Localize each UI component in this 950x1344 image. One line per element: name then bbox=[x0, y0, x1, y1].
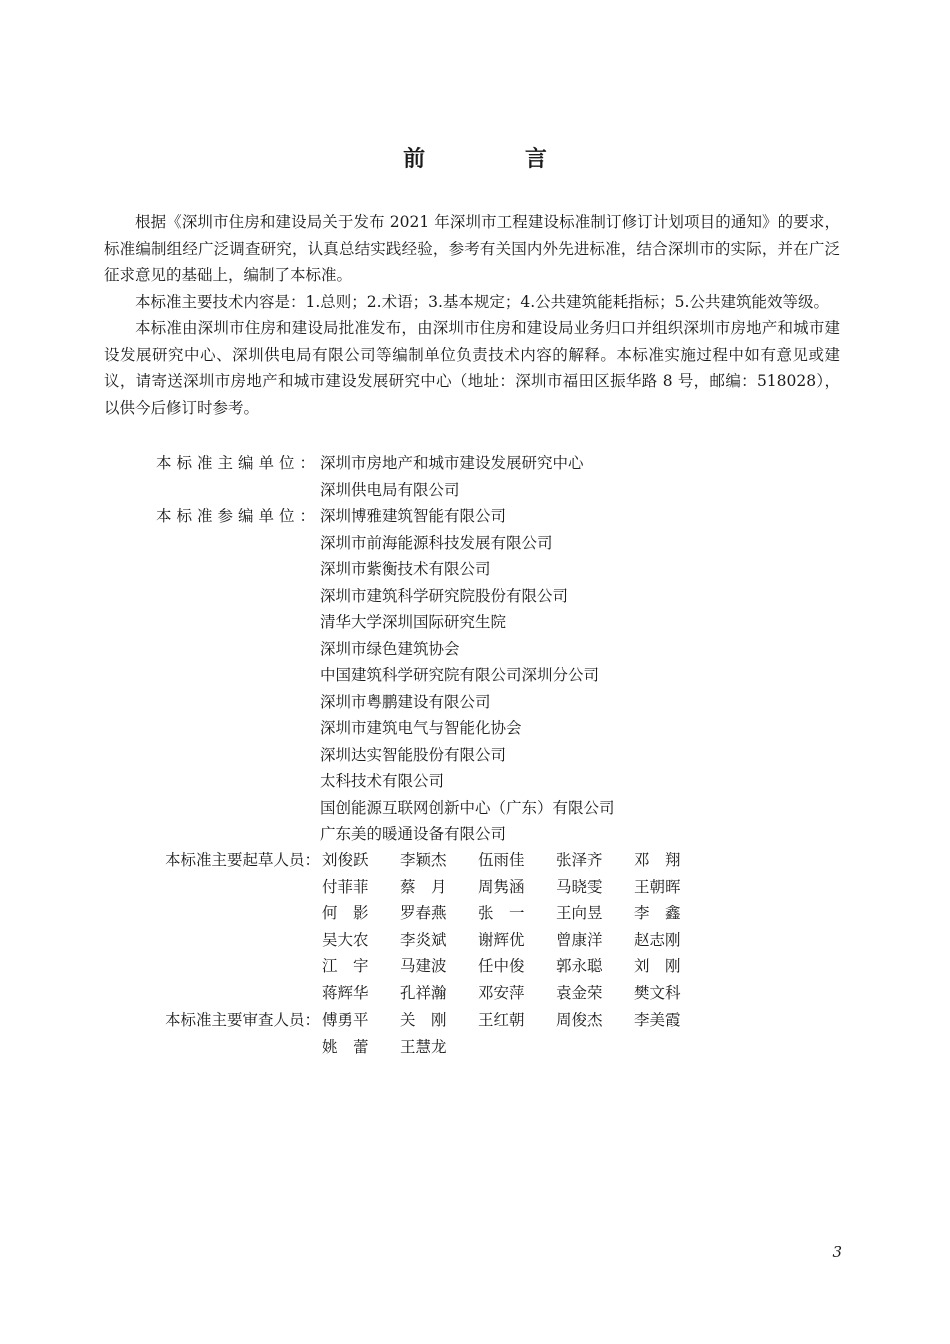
participating-unit: 深圳市建筑电气与智能化协会 bbox=[320, 719, 522, 737]
chief-unit: 深圳供电局有限公司 bbox=[320, 480, 460, 499]
participating-unit: 国创能源互联网创新中心（广东）有限公司 bbox=[320, 798, 615, 817]
person-name: 王慧龙 bbox=[400, 1037, 447, 1056]
drafters-row bbox=[322, 927, 742, 954]
participating-unit: 深圳市前海能源科技发展有限公司 bbox=[320, 533, 553, 552]
participating-unit-row bbox=[104, 821, 840, 848]
participating-unit-row bbox=[104, 530, 840, 557]
participating-unit-row bbox=[104, 556, 840, 583]
drafters-list bbox=[322, 847, 742, 1006]
person-name: 付菲菲 bbox=[322, 877, 369, 896]
person-name: 王红朝 bbox=[478, 1011, 525, 1029]
page-number: 3 bbox=[832, 1243, 842, 1261]
participating-unit-row bbox=[104, 795, 840, 822]
reviewers-row bbox=[322, 1034, 742, 1061]
person-name: 关 刚 bbox=[400, 1011, 447, 1029]
person-name: 伍雨佳 bbox=[478, 851, 525, 869]
participating-unit: 深圳博雅建筑智能有限公司 bbox=[320, 507, 507, 525]
person-name: 李美霞 bbox=[634, 1011, 681, 1029]
participating-unit-row bbox=[104, 715, 840, 742]
person-name: 邓安萍 bbox=[478, 983, 525, 1002]
person-name: 周隽涵 bbox=[478, 877, 525, 896]
person-name: 邓 翔 bbox=[634, 851, 681, 869]
reviewers-list bbox=[322, 1007, 742, 1060]
reviewers-row bbox=[322, 1007, 742, 1034]
person-name: 谢辉优 bbox=[478, 930, 525, 949]
person-name: 何 影 bbox=[322, 904, 369, 922]
preface-body bbox=[104, 209, 840, 421]
person-name: 李 鑫 bbox=[634, 904, 681, 922]
drafters-label: 本标准主要起草人员： bbox=[164, 851, 320, 869]
participating-unit-row bbox=[104, 583, 840, 610]
person-name: 吴大农 bbox=[322, 930, 369, 949]
chief-unit: 深圳市房地产和城市建设发展研究中心 bbox=[320, 454, 584, 472]
participating-unit: 太科技术有限公司 bbox=[320, 772, 445, 790]
reviewers-label: 本标准主要审查人员： bbox=[164, 1011, 320, 1029]
person-name: 周俊杰 bbox=[556, 1011, 603, 1029]
participating-unit: 中国建筑科学研究院有限公司深圳分公司 bbox=[320, 666, 600, 684]
participating-unit-row bbox=[104, 609, 840, 636]
participating-unit: 深圳市建筑科学研究院股份有限公司 bbox=[320, 586, 569, 605]
drafters-row bbox=[322, 847, 742, 874]
person-name: 王向昱 bbox=[556, 904, 603, 922]
person-name: 刘 刚 bbox=[634, 957, 681, 975]
person-name: 曾康洋 bbox=[556, 930, 603, 949]
person-name: 樊文科 bbox=[634, 983, 681, 1002]
person-name: 姚 蕾 bbox=[322, 1037, 369, 1056]
person-name: 李炎斌 bbox=[400, 930, 447, 949]
person-name: 马晓雯 bbox=[556, 877, 603, 896]
participating-units-label: 本标准参编单位： bbox=[155, 507, 320, 525]
person-name: 蒋辉华 bbox=[322, 983, 369, 1002]
person-name: 赵志刚 bbox=[634, 930, 681, 949]
person-name: 蔡 月 bbox=[400, 877, 447, 896]
participating-unit: 深圳市绿色建筑协会 bbox=[320, 639, 460, 658]
person-name: 李颖杰 bbox=[400, 851, 447, 869]
participating-unit: 广东美的暖通设备有限公司 bbox=[320, 825, 507, 843]
chief-unit-row bbox=[104, 477, 840, 504]
chief-unit-row bbox=[104, 450, 840, 477]
participating-unit-row bbox=[104, 662, 840, 689]
drafters-row bbox=[322, 953, 742, 980]
person-name: 张泽齐 bbox=[556, 851, 603, 869]
participating-unit-row bbox=[104, 742, 840, 769]
paragraph-1: 根据《深圳市住房和建设局关于发布 2021 年深圳市工程建设标准制订修订计划项目的通知》的要求，标准编制组经广泛调查研究，认真总结实践经验，参考有关国内外先进标准，结合深圳市的实际，并在广泛征求意见的基础上，编制了本标准。 bbox=[104, 213, 840, 284]
participating-unit: 深圳市粤鹏建设有限公司 bbox=[320, 692, 491, 711]
page-title: 前 言 bbox=[403, 147, 593, 172]
person-name: 江 宇 bbox=[322, 957, 369, 975]
person-name: 张 一 bbox=[478, 904, 525, 922]
person-name: 任中俊 bbox=[478, 957, 525, 975]
person-name: 刘俊跃 bbox=[322, 851, 369, 869]
person-name: 袁金荣 bbox=[556, 983, 603, 1002]
participating-unit-row bbox=[104, 768, 840, 795]
person-name: 罗春燕 bbox=[400, 904, 447, 922]
person-name: 孔祥瀚 bbox=[400, 983, 447, 1002]
paragraph-3: 本标准由深圳市住房和建设局批准发布，由深圳市住房和建设局业务归口并组织深圳市房地产和城市建设发展研究中心、深圳供电局有限公司等编制单位负责技术内容的解释。本标准实施过程中如有意见或建议，请寄送深圳市房地产和城市建设发展研究中心（地址：深圳市福田区振华路 8 号，邮编：518028），以供今后修订时参考。 bbox=[104, 319, 840, 417]
participating-unit: 深圳市紫衡技术有限公司 bbox=[320, 560, 491, 578]
participating-unit-row bbox=[104, 503, 840, 530]
person-name: 王朝晖 bbox=[634, 877, 681, 896]
chief-units-label: 本标准主编单位： bbox=[155, 454, 320, 472]
drafters-row bbox=[322, 900, 742, 927]
person-name: 傅勇平 bbox=[322, 1011, 369, 1029]
participating-unit: 清华大学深圳国际研究生院 bbox=[320, 613, 507, 631]
participating-unit-row bbox=[104, 636, 840, 663]
drafters-row bbox=[322, 980, 742, 1007]
person-name: 马建波 bbox=[400, 957, 447, 975]
participating-unit-row bbox=[104, 689, 840, 716]
person-name: 郭永聪 bbox=[556, 957, 603, 975]
participating-unit: 深圳达实智能股份有限公司 bbox=[320, 745, 507, 764]
drafters-row bbox=[322, 874, 742, 901]
paragraph-2: 本标准主要技术内容是：1.总则；2.术语；3.基本规定；4.公共建筑能耗指标；5.公共建筑能效等级。 bbox=[135, 292, 829, 311]
units-list bbox=[104, 450, 840, 848]
